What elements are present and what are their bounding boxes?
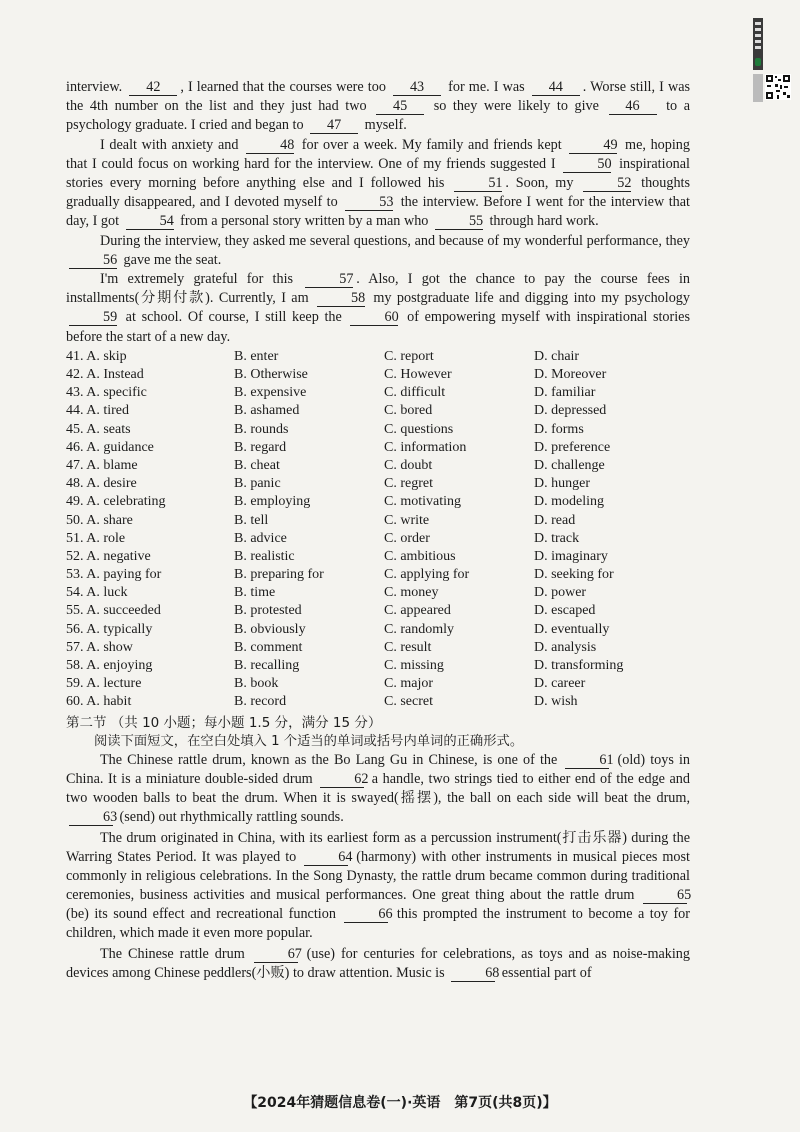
option-C: C. randomly bbox=[384, 621, 454, 637]
option-A: 51. A. role bbox=[66, 530, 126, 546]
option-A: 54. A. luck bbox=[66, 585, 128, 601]
option-B: B. book bbox=[234, 676, 279, 692]
option-row bbox=[66, 530, 690, 548]
qr-code-icon bbox=[765, 74, 791, 100]
blank-59: 59 bbox=[69, 310, 117, 326]
option-D: D. escaped bbox=[534, 603, 596, 619]
option-A: 58. A. enjoying bbox=[66, 658, 153, 674]
option-row bbox=[66, 675, 690, 693]
option-C: C. result bbox=[384, 639, 432, 655]
option-row bbox=[66, 402, 690, 420]
option-B: B. protested bbox=[234, 603, 302, 619]
option-C: C. order bbox=[384, 530, 430, 546]
option-A: 56. A. typically bbox=[66, 621, 153, 637]
option-B: B. comment bbox=[234, 639, 303, 655]
option-A: 47. A. blame bbox=[66, 457, 138, 473]
option-D: D. eventually bbox=[534, 621, 610, 637]
blank-52: 52 bbox=[583, 176, 631, 192]
option-D: D. seeking for bbox=[534, 567, 614, 583]
scan-label-strip bbox=[752, 18, 764, 104]
option-B: B. ashamed bbox=[234, 403, 300, 419]
option-B: B. regard bbox=[234, 439, 287, 455]
option-D: D. challenge bbox=[534, 457, 605, 473]
option-row bbox=[66, 693, 690, 711]
option-D: D. forms bbox=[534, 421, 584, 437]
option-B: B. obviously bbox=[234, 621, 306, 637]
option-C: C. questions bbox=[384, 421, 454, 437]
option-row bbox=[66, 439, 690, 457]
option-row bbox=[66, 366, 690, 384]
section2-instruction: 阅读下面短文，在空白处填入 1 个适当的单词或括号内单词的正确形式。 bbox=[94, 733, 524, 749]
answer-options-list bbox=[66, 348, 690, 712]
option-A: 43. A. specific bbox=[66, 385, 147, 401]
passage1-paragraph-4: I'm extremely grateful for this 57 . Also, I got the chance to pay the course fees in installments(分期付款). Currently, I am 58 my postgraduate life and digging into my psychology 59 at school. Of course, I still keep the 60 of empowering myself with inspirational stories before the start of a new day. bbox=[66, 271, 691, 345]
blank-63: 63 bbox=[69, 810, 113, 826]
blank-68: 68 bbox=[451, 966, 495, 982]
option-D: D. wish bbox=[534, 694, 578, 710]
option-B: B. record bbox=[234, 694, 287, 710]
blank-46: 46 bbox=[609, 99, 657, 115]
option-A: 45. A. seats bbox=[66, 421, 131, 437]
option-A: 44. A. tired bbox=[66, 403, 129, 419]
section2-heading: 第二节 （共 10 小题；每小题 1.5 分，满分 15 分） bbox=[66, 714, 382, 731]
blank-47: 47 bbox=[310, 118, 358, 134]
option-B: B. time bbox=[234, 585, 276, 601]
blank-66: 66 bbox=[344, 907, 388, 923]
option-A: 60. A. habit bbox=[66, 694, 132, 710]
blank-58: 58 bbox=[317, 291, 365, 307]
passage2-paragraph-1: The Chinese rattle drum, known as the Bo Lang Gu in Chinese, is one of the 61 (old) toys in China. It is a miniature double-sided drum 62 a handle, two strings tied to either end of the edge and two wooden balls to beat the drum. When it is swayed(摇摆), the ball on each side will beat the drum, 63 (send) out rhythmically rattling sounds. bbox=[66, 751, 690, 825]
option-row bbox=[66, 584, 690, 602]
option-row bbox=[66, 421, 690, 439]
option-row bbox=[66, 548, 690, 566]
option-A: 49. A. celebrating bbox=[66, 494, 166, 510]
option-B: B. tell bbox=[234, 512, 269, 528]
blank-61: 61 bbox=[565, 753, 609, 769]
blank-42: 42 bbox=[129, 80, 177, 96]
passage2-paragraph-3: The Chinese rattle drum 67 (use) for centuries for celebrations, as toys and as noise-making devices among Chinese peddlers(小贩) to draw attention. Music is 68 essential part of bbox=[66, 945, 690, 981]
blank-53: 53 bbox=[345, 195, 393, 211]
option-B: B. enter bbox=[234, 348, 279, 364]
option-row bbox=[66, 384, 690, 402]
option-D: D. career bbox=[534, 676, 586, 692]
blank-45: 45 bbox=[376, 99, 424, 115]
option-row bbox=[66, 475, 690, 493]
option-D: D. imaginary bbox=[534, 548, 608, 564]
option-C: C. regret bbox=[384, 476, 433, 492]
blank-57: 57 bbox=[305, 272, 353, 288]
passage1-paragraph-2: I dealt with anxiety and 48 for over a week. My family and friends kept 49 me, hoping that I could focus on working hard for the interview. One of my friends suggested I 50 inspirational stories every morning before anything else and I followed his 51 . Soon, my 52 thoughts gradually disappeared, and I devoted myself to 53 the interview. Before I went for the interview that day, I got 54 from a personal story written by a man who 55 through hard work. bbox=[66, 136, 691, 230]
blank-62: 62 bbox=[320, 772, 364, 788]
option-C: C. However bbox=[384, 367, 452, 383]
option-D: D. track bbox=[534, 530, 580, 546]
option-row bbox=[66, 657, 690, 675]
option-B: B. panic bbox=[234, 476, 281, 492]
blank-49: 49 bbox=[569, 138, 617, 154]
blank-51: 51 bbox=[454, 176, 502, 192]
option-D: D. modeling bbox=[534, 494, 604, 510]
blank-64: 64 bbox=[304, 850, 348, 866]
blank-48: 48 bbox=[246, 138, 294, 154]
page-footer: 【2024年猜题信息卷(一)·英语 第7页(共8页)】 bbox=[243, 1095, 557, 1111]
option-D: D. analysis bbox=[534, 639, 597, 655]
option-D: D. familiar bbox=[534, 385, 596, 401]
option-B: B. preparing for bbox=[234, 567, 324, 583]
option-A: 53. A. paying for bbox=[66, 567, 162, 583]
option-D: D. read bbox=[534, 512, 576, 528]
option-B: B. realistic bbox=[234, 548, 295, 564]
option-B: B. Otherwise bbox=[234, 367, 308, 383]
option-B: B. employing bbox=[234, 494, 311, 510]
option-A: 59. A. lecture bbox=[66, 676, 142, 692]
option-row bbox=[66, 566, 690, 584]
option-C: C. report bbox=[384, 348, 434, 364]
option-B: B. advice bbox=[234, 530, 287, 546]
option-row bbox=[66, 602, 690, 620]
option-row bbox=[66, 493, 690, 511]
qr-code-badge bbox=[752, 18, 792, 104]
option-D: D. transforming bbox=[534, 658, 624, 674]
option-row bbox=[66, 457, 690, 475]
option-C: C. major bbox=[384, 676, 433, 692]
passage1-paragraph-1: interview. 42 , I learned that the courses were too 43 for me. I was 44 . Worse still, I was the 4th number on the list and they just had two 45 so they were likely to give 46 to a psychology graduate. I cried and began to 47 myself. bbox=[66, 79, 691, 134]
option-B: B. recalling bbox=[234, 658, 300, 674]
option-row bbox=[66, 348, 690, 366]
option-A: 52. A. negative bbox=[66, 548, 151, 564]
option-A: 55. A. succeeded bbox=[66, 603, 161, 619]
option-row bbox=[66, 621, 690, 639]
option-C: C. difficult bbox=[384, 385, 446, 401]
option-C: C. secret bbox=[384, 694, 433, 710]
blank-65: 65 bbox=[643, 888, 687, 904]
option-B: B. cheat bbox=[234, 457, 280, 473]
option-A: 42. A. Instead bbox=[66, 367, 144, 383]
option-A: 41. A. skip bbox=[66, 348, 127, 364]
blank-54: 54 bbox=[126, 214, 174, 230]
option-D: D. depressed bbox=[534, 403, 607, 419]
option-B: B. expensive bbox=[234, 385, 307, 401]
passage2-paragraph-2: The drum originated in China, with its earliest form as a percussion instrument(打击乐器) during the Warring States Period. It was played to 64 (harmony) with other instruments in musical pieces most commonly in religious celebrations. In the Song Dynasty, the rattle drum became common during traditional ceremonies, business activities and musical performances. One great thing about the rattle drum 65 (be) its sound effect and recreational function 66 this prompted the instrument to become a toy for children, which made it even more popular. bbox=[66, 829, 692, 941]
exam-page bbox=[66, 78, 690, 983]
option-B: B. rounds bbox=[234, 421, 289, 437]
option-D: D. preference bbox=[534, 439, 611, 455]
option-A: 46. A. guidance bbox=[66, 439, 154, 455]
option-C: C. applying for bbox=[384, 567, 470, 583]
option-D: D. power bbox=[534, 585, 587, 601]
option-C: C. money bbox=[384, 585, 439, 601]
option-C: C. information bbox=[384, 439, 467, 455]
option-row bbox=[66, 639, 690, 657]
blank-55: 55 bbox=[435, 214, 483, 230]
option-C: C. doubt bbox=[384, 457, 433, 473]
option-C: C. appeared bbox=[384, 603, 451, 619]
option-C: C. bored bbox=[384, 403, 433, 419]
option-row bbox=[66, 512, 690, 530]
option-A: 57. A. show bbox=[66, 639, 133, 655]
option-D: D. Moreover bbox=[534, 367, 607, 383]
option-D: D. hunger bbox=[534, 476, 590, 492]
option-C: C. missing bbox=[384, 658, 444, 674]
option-C: C. ambitious bbox=[384, 548, 456, 564]
passage1-paragraph-3: During the interview, they asked me several questions, and because of my wonderful performance, they 56 gave me the seat. bbox=[66, 232, 690, 270]
blank-43: 43 bbox=[393, 80, 441, 96]
option-D: D. chair bbox=[534, 348, 580, 364]
option-A: 50. A. share bbox=[66, 512, 133, 528]
option-A: 48. A. desire bbox=[66, 476, 137, 492]
blank-56: 56 bbox=[69, 253, 117, 269]
blank-60: 60 bbox=[350, 310, 398, 326]
blank-44: 44 bbox=[532, 80, 580, 96]
blank-67: 67 bbox=[254, 947, 298, 963]
blank-50: 50 bbox=[563, 157, 611, 173]
option-C: C. write bbox=[384, 512, 430, 528]
option-C: C. motivating bbox=[384, 494, 461, 510]
